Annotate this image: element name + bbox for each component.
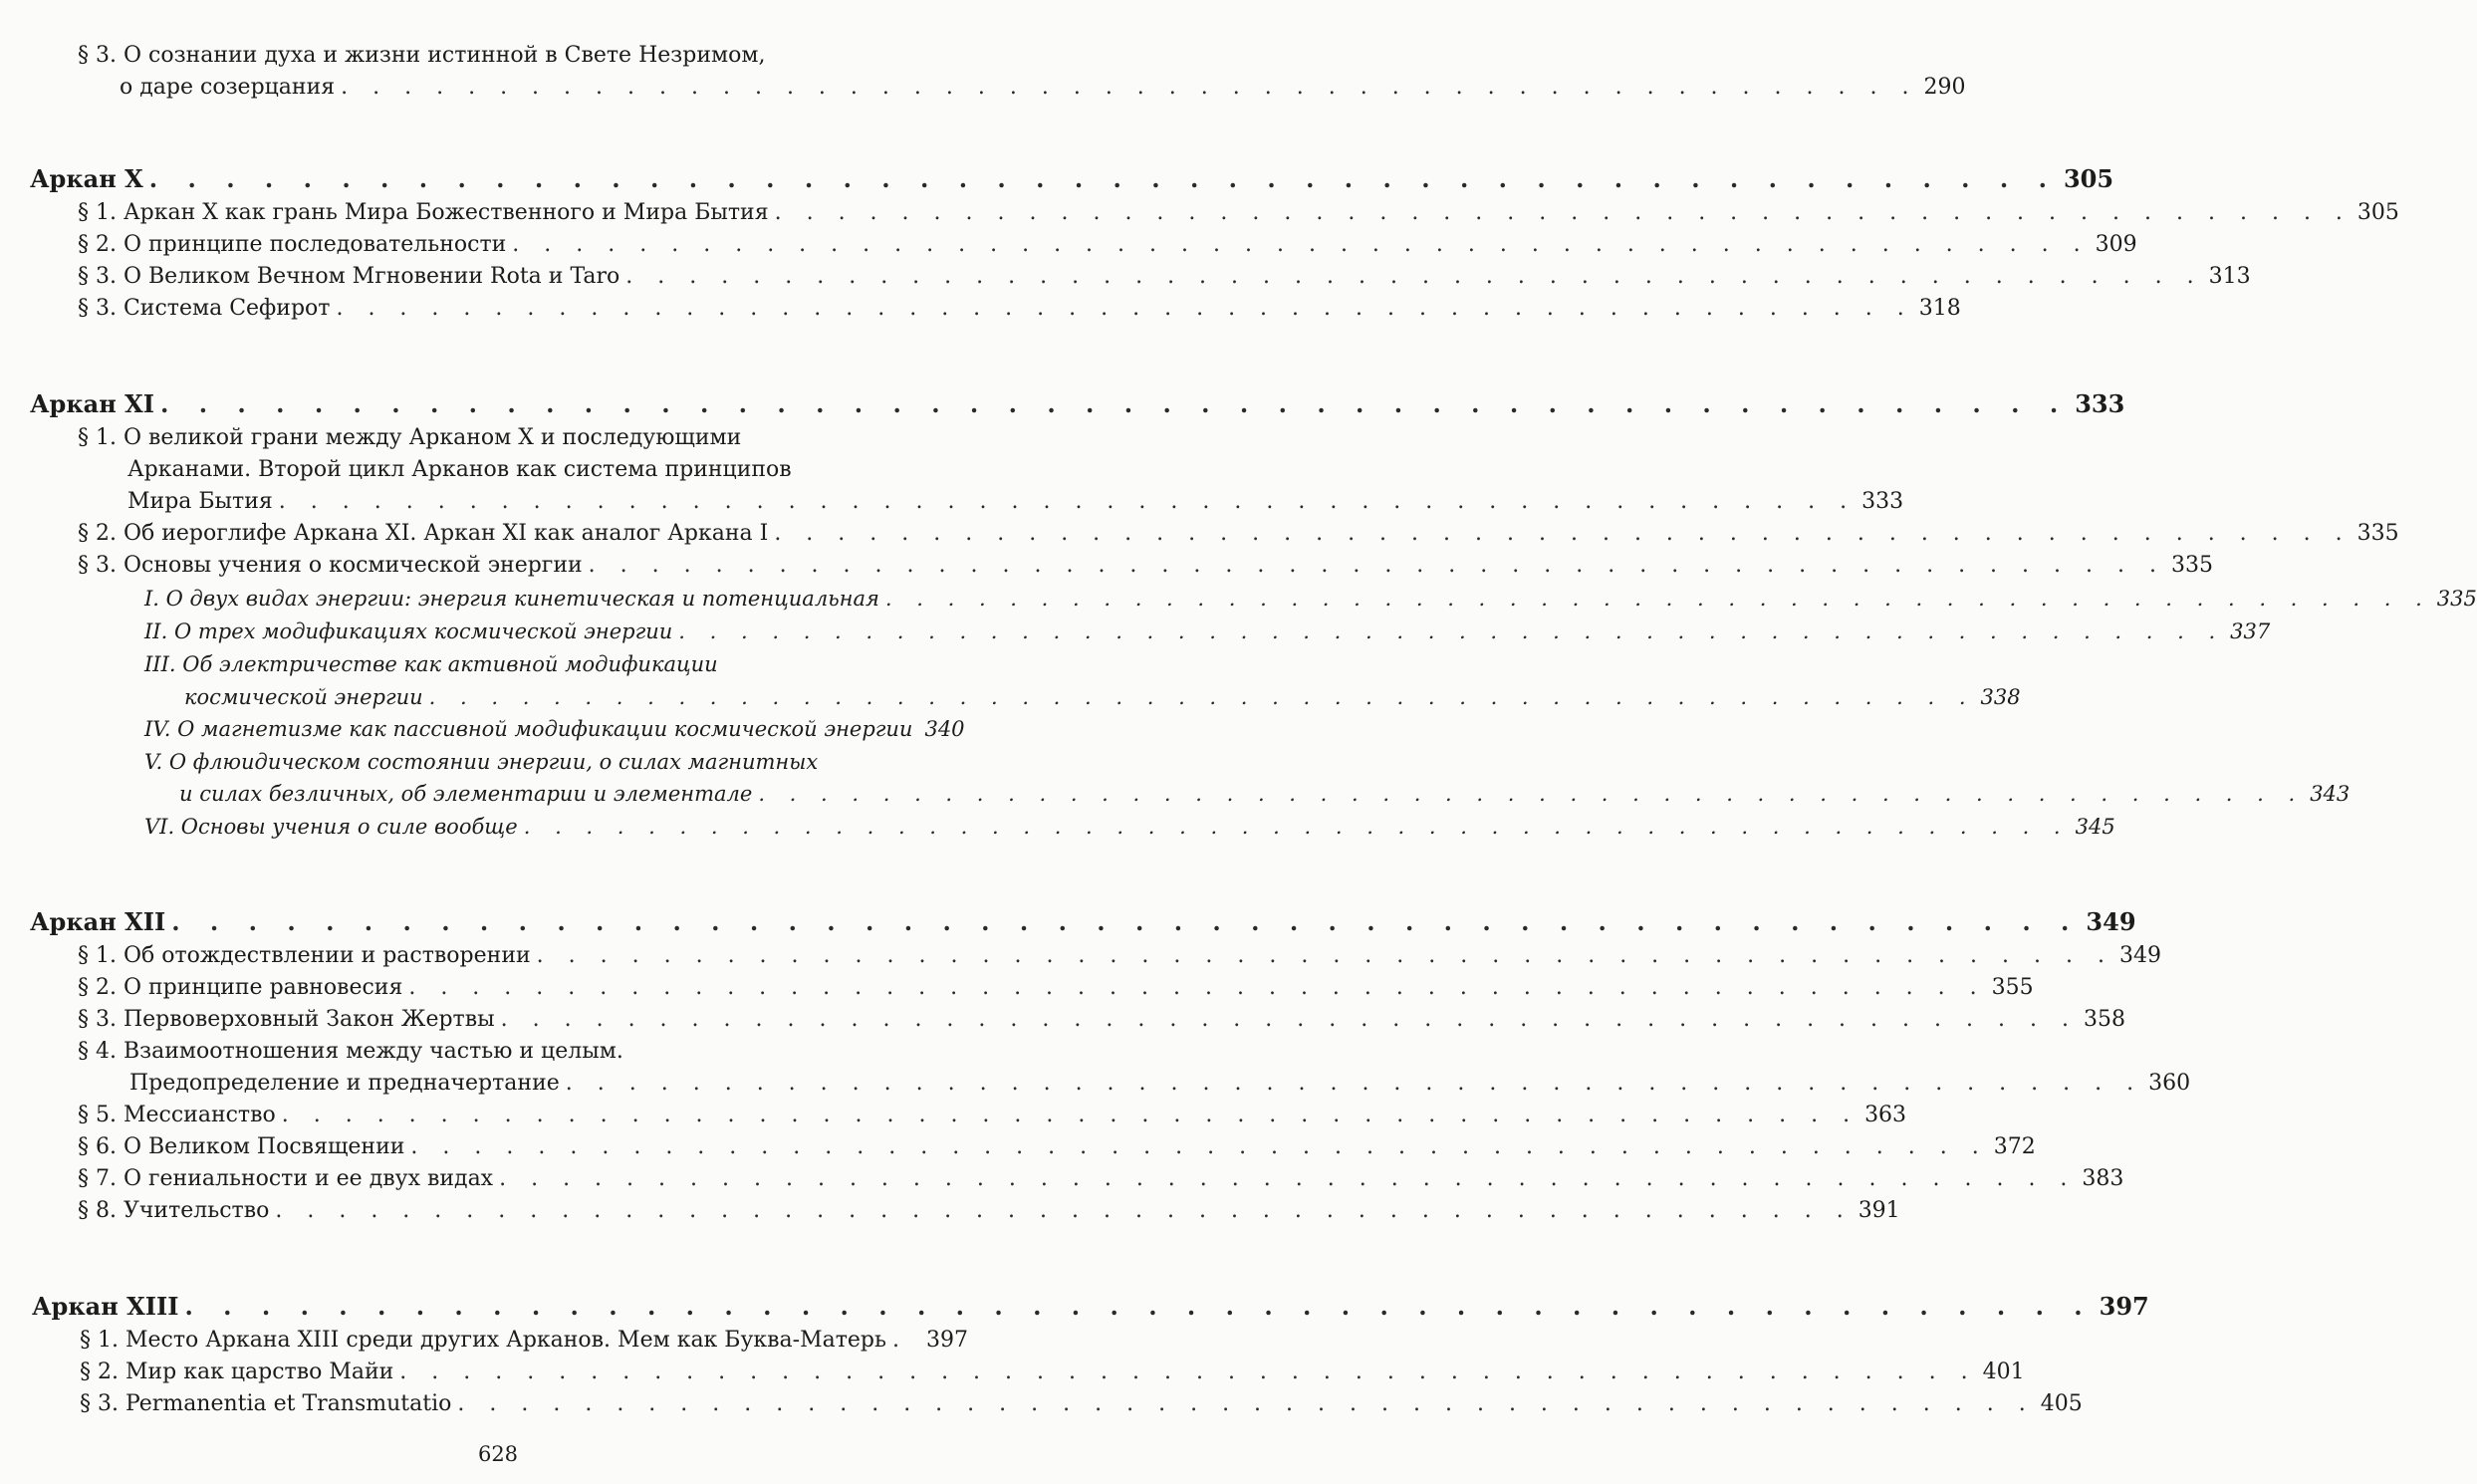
leader-dots: . . . . . . . . . . . . . . . . . . . . . . . . . . . . . . . . . . . . . . . . . . . . . . . . . . bbox=[523, 815, 2070, 839]
entry-title: § 2. О принципе равновесия bbox=[78, 975, 403, 1000]
toc-entry-section bbox=[78, 1195, 1900, 1227]
leader-dots: . . . . . . . . . . . . . . . . . . . . . . . . . . . . . . . . . . . . . . . . . . . . . . . . . . bbox=[341, 75, 1918, 100]
leader-dots: . . . . . . . . . . . . . . . . . . . . . . . . . . . . . . . . . . . . . . . . . . . . . . . . . . bbox=[758, 782, 2305, 806]
entry-page-number: 335 bbox=[2170, 553, 2213, 578]
leader-dots: . . . . . . . . . . . . . . . . . . . . . . . . . . . . . . . . . . . . . . . . . . . . . . . . . . bbox=[512, 232, 2090, 257]
entry-title: § 4. Взаимоотношения между частью и целым. bbox=[78, 1039, 623, 1064]
entry-title: II. О трех модификациях космической энергии bbox=[144, 619, 673, 643]
toc-entry-section bbox=[78, 972, 2034, 1004]
leader-dots: . . . . . . . . . . . . . . . . . . . . . . . . . . . . . . . . . . . . . . . . . . . . . . . . . . bbox=[336, 296, 1913, 321]
leader-dots: . . . . . . . . . . . . . . . . . . . . . . . . . . . . . . . . . . . . . . . . . . . . . . . . . . bbox=[500, 1007, 2078, 1032]
toc-entry-subsection bbox=[144, 616, 2271, 647]
entry-title: Аркан X bbox=[30, 164, 143, 193]
leader-dots: . . . . . . . . . . . . . . . . . . . . . . . . . . . . . . . . . . . . . . . . . . . . . . . . . . bbox=[774, 200, 2352, 225]
leader-dots: . . . . . . . . . . . . . . . . . . . . . . . . . . . . . . . . . . . . . . . . . . . . . . . . . . bbox=[565, 1071, 2143, 1096]
leader-dots: . . . . . . . . . . . . . . . . . . . . . . . . . . . . . . . . . . . . . . . . . . . . . . . . . . bbox=[625, 264, 2203, 289]
entry-title: § 2. Мир как царство Майи bbox=[80, 1360, 394, 1384]
entry-page-number: 309 bbox=[2095, 232, 2137, 257]
entry-page-number: 318 bbox=[1918, 296, 1961, 321]
entry-title: § 8. Учительство bbox=[78, 1198, 270, 1223]
entry-page-number: 333 bbox=[2075, 389, 2125, 418]
entry-title: § 1. Об отождествлении и растворении bbox=[78, 943, 531, 968]
toc-entry-section bbox=[78, 550, 2213, 582]
toc-entry-section bbox=[78, 1131, 2036, 1163]
toc-entry-arcan bbox=[30, 388, 2125, 420]
toc-entry-subsection bbox=[144, 583, 2477, 615]
entry-page-number: 335 bbox=[2356, 521, 2399, 546]
entry-title: Предопределение и предначертание bbox=[129, 1071, 560, 1096]
entry-title: § 3. Permanentia et Transmutatio bbox=[80, 1391, 452, 1416]
leader-dots: . bbox=[892, 1328, 908, 1353]
entry-page-number: 397 bbox=[2099, 1292, 2149, 1321]
entry-title: I. О двух видах энергии: энергия кинетическая и потенциальная bbox=[144, 587, 879, 611]
entry-page-number: 343 bbox=[2310, 782, 2351, 806]
entry-title: о даре созерцания bbox=[120, 75, 336, 100]
toc-entry-section bbox=[78, 940, 2161, 972]
entry-page-number: 290 bbox=[1923, 75, 1966, 100]
toc-entry-section bbox=[80, 1357, 2025, 1388]
entry-title: III. Об электричестве как активной модификации bbox=[144, 652, 718, 676]
page-number-footer: 628 bbox=[477, 1442, 519, 1466]
leader-dots: . . . . . . . . . . . . . . . . . . . . . . . . . . . . . . . . . . . . . . . . . . . . . . . . . . bbox=[148, 164, 2058, 193]
entry-title: § 1. О великой грани между Арканом X и последующими bbox=[78, 425, 742, 450]
leader-dots: . . . . . . . . . . . . . . . . . . . . . . . . . . . . . . . . . . . . . . . . . . . . . . . . . . bbox=[171, 907, 2081, 936]
toc-entry-arcan bbox=[30, 906, 2136, 938]
toc-entry-section bbox=[78, 293, 1961, 325]
leader-dots: . . . . . . . . . . . . . . . . . . . . . . . . . . . . . . . . . . . . . . . . . . . . . . . . . . bbox=[408, 975, 1986, 1000]
toc-entry-section bbox=[129, 1068, 2191, 1100]
toc-entry-section bbox=[78, 1163, 2124, 1195]
entry-title: Мира Бытия bbox=[127, 489, 273, 514]
toc-entry-subsection bbox=[144, 648, 961, 680]
entry-title: Аркан XII bbox=[30, 907, 166, 936]
entry-title: § 7. О гениальности и ее двух видах bbox=[78, 1166, 494, 1191]
entry-page-number: 372 bbox=[1993, 1134, 2036, 1159]
entry-page-number: 397 bbox=[926, 1328, 968, 1353]
entry-title: § 6. О Великом Посвящении bbox=[78, 1134, 405, 1159]
leader-dots: . . . . . . . . . . . . . . . . . . . . . . . . . . . . . . . . . . . . . . . . . . . . . . . . . . bbox=[410, 1134, 1988, 1159]
leader-dots: . . . . . . . . . . . . . . . . . . . . . . . . . . . . . . . . . . . . . . . . . . . . . . . . . . bbox=[428, 685, 1975, 709]
toc-entry-section bbox=[127, 454, 958, 486]
entry-title: Аркан XI bbox=[30, 389, 154, 418]
toc-entry-section bbox=[78, 1036, 964, 1068]
entry-page-number: 349 bbox=[2118, 943, 2161, 968]
toc-entry-section bbox=[78, 518, 2399, 550]
toc-entry-section bbox=[78, 229, 2137, 261]
entry-title: § 3. Система Сефирот bbox=[78, 296, 331, 321]
entry-title: космической энергии bbox=[184, 685, 423, 709]
leader-dots: . . . . . . . . . . . . . . . . . . . . . . . . . . . . . . . . . . . . . . . . . . . . . . . . . . bbox=[399, 1360, 1977, 1384]
entry-title: § 3. Основы учения о космической энергии bbox=[78, 553, 583, 578]
leader-dots: . . . . . . . . . . . . . . . . . . . . . . . . . . . . . . . . . . . . . . . . . . . . . . . . . . bbox=[774, 521, 2352, 546]
toc-entry-subsection bbox=[144, 746, 963, 778]
entry-title: § 1. Место Аркана XIII среди других Арканов. Мем как Буква-Матерь bbox=[80, 1328, 886, 1353]
entry-page-number: 333 bbox=[1861, 489, 1904, 514]
entry-title: Аркан XIII bbox=[32, 1292, 179, 1321]
leader-dots: . . . . . . . . . . . . . . . . . . . . . . . . . . . . . . . . . . . . . . . . . . . . . . . . . . bbox=[499, 1166, 2077, 1191]
toc-entry-subsection bbox=[144, 811, 2115, 843]
entry-title: VI. Основы учения о силе вообще bbox=[144, 815, 518, 839]
entry-page-number: 358 bbox=[2083, 1007, 2125, 1032]
entry-title: Арканами. Второй цикл Арканов как система принципов bbox=[127, 457, 792, 482]
entry-page-number: 360 bbox=[2148, 1071, 2191, 1096]
entry-title: § 3. О Великом Вечном Мгновении Rota и Taro bbox=[78, 264, 620, 289]
leader-dots: . . . . . . . . . . . . . . . . . . . . . . . . . . . . . . . . . . . . . . . . . . . . . . . . . . bbox=[184, 1292, 2094, 1321]
toc-entry-arcan bbox=[32, 1291, 2149, 1323]
entry-page-number: 337 bbox=[2230, 619, 2271, 643]
toc-entry-subsection bbox=[144, 713, 963, 745]
entry-page-number: 383 bbox=[2082, 1166, 2124, 1191]
leader-dots: . . . . . . . . . . . . . . . . . . . . . . . . . . . . . . . . . . . . . . . . . . . . . . . . . . bbox=[457, 1391, 2035, 1416]
entry-title: § 1. Аркан X как грань Мира Божественного и Мира Бытия bbox=[78, 200, 769, 225]
leader-dots: . . . . . . . . . . . . . . . . . . . . . . . . . . . . . . . . . . . . . . . . . . . . . . . . . . bbox=[536, 943, 2113, 968]
entry-page-number: 335 bbox=[2436, 587, 2477, 611]
entry-title: § 5. Мессианство bbox=[78, 1103, 276, 1127]
entry-page-number: 305 bbox=[2356, 200, 2399, 225]
toc-entry-section bbox=[78, 40, 969, 72]
leader-dots: . . . . . . . . . . . . . . . . . . . . . . . . . . . . . . . . . . . . . . . . . . . . . . . . . . bbox=[588, 553, 2165, 578]
toc-entry-section bbox=[78, 197, 2399, 229]
leader-dots: . . . . . . . . . . . . . . . . . . . . . . . . . . . . . . . . . . . . . . . . . . . . . . . . . . bbox=[275, 1198, 1853, 1223]
entry-page-number: 405 bbox=[2040, 1391, 2083, 1416]
entry-title: V. О флюидическом состоянии энергии, о силах магнитных bbox=[144, 750, 819, 774]
entry-page-number: 363 bbox=[1864, 1103, 1907, 1127]
toc-entry-subsection bbox=[179, 778, 2351, 810]
toc-entry-arcan bbox=[30, 163, 2114, 195]
leader-dots: . . . . . . . . . . . . . . . . . . . . . . . . . . . . . . . . . . . . . . . . . . . . . . . . . . bbox=[278, 489, 1857, 514]
toc-entry-section bbox=[78, 1004, 2125, 1036]
leader-dots: . . . . . . . . . . . . . . . . . . . . . . . . . . . . . . . . . . . . . . . . . . . . . . . . . . bbox=[281, 1103, 1859, 1127]
entry-page-number: 355 bbox=[1991, 975, 2034, 1000]
entry-title: § 3. Первоверховный Закон Жертвы bbox=[78, 1007, 495, 1032]
entry-page-number: 305 bbox=[2063, 164, 2114, 193]
entry-page-number: 345 bbox=[2075, 815, 2115, 839]
entry-title: § 2. Об иероглифе Аркана XI. Аркан XI как аналог Аркана I bbox=[78, 521, 769, 546]
entry-page-number: 401 bbox=[1982, 1360, 2025, 1384]
toc-entry-section bbox=[78, 261, 2251, 293]
entry-title: § 3. О сознании духа и жизни истинной в Свете Незримом, bbox=[78, 43, 766, 68]
entry-page-number: 391 bbox=[1858, 1198, 1900, 1223]
toc-entry-section bbox=[78, 1100, 1907, 1131]
leader-dots: . . . . . . . . . . . . . . . . . . . . . . . . . . . . . . . . . . . . . . . . . . . . . . . . . . bbox=[159, 389, 2070, 418]
toc-entry-section bbox=[127, 486, 1904, 518]
toc-entry-section bbox=[80, 1388, 2083, 1420]
entry-page-number: 340 bbox=[924, 717, 965, 741]
entry-title: и силах безличных, об элементарии и элементале bbox=[179, 782, 753, 806]
entry-title: § 2. О принципе последовательности bbox=[78, 232, 507, 257]
entry-page-number: 349 bbox=[2086, 907, 2136, 936]
entry-title: IV. О магнетизме как пассивной модификации космической энергии bbox=[144, 717, 913, 741]
toc-entry-subsection bbox=[184, 681, 2021, 713]
leader-dots: . . . . . . . . . . . . . . . . . . . . . . . . . . . . . . . . . . . . . . . . . . . . . . . . . . bbox=[678, 619, 2225, 643]
toc-entry-section bbox=[80, 1325, 968, 1357]
toc-entry-section bbox=[78, 422, 958, 454]
entry-page-number: 338 bbox=[1980, 685, 2021, 709]
toc-entry-section bbox=[120, 72, 1966, 104]
entry-page-number: 313 bbox=[2208, 264, 2251, 289]
leader-dots: . . . . . . . . . . . . . . . . . . . . . . . . . . . . . . . . . . . . . . . . . . . . . . . . . . bbox=[884, 587, 2431, 611]
